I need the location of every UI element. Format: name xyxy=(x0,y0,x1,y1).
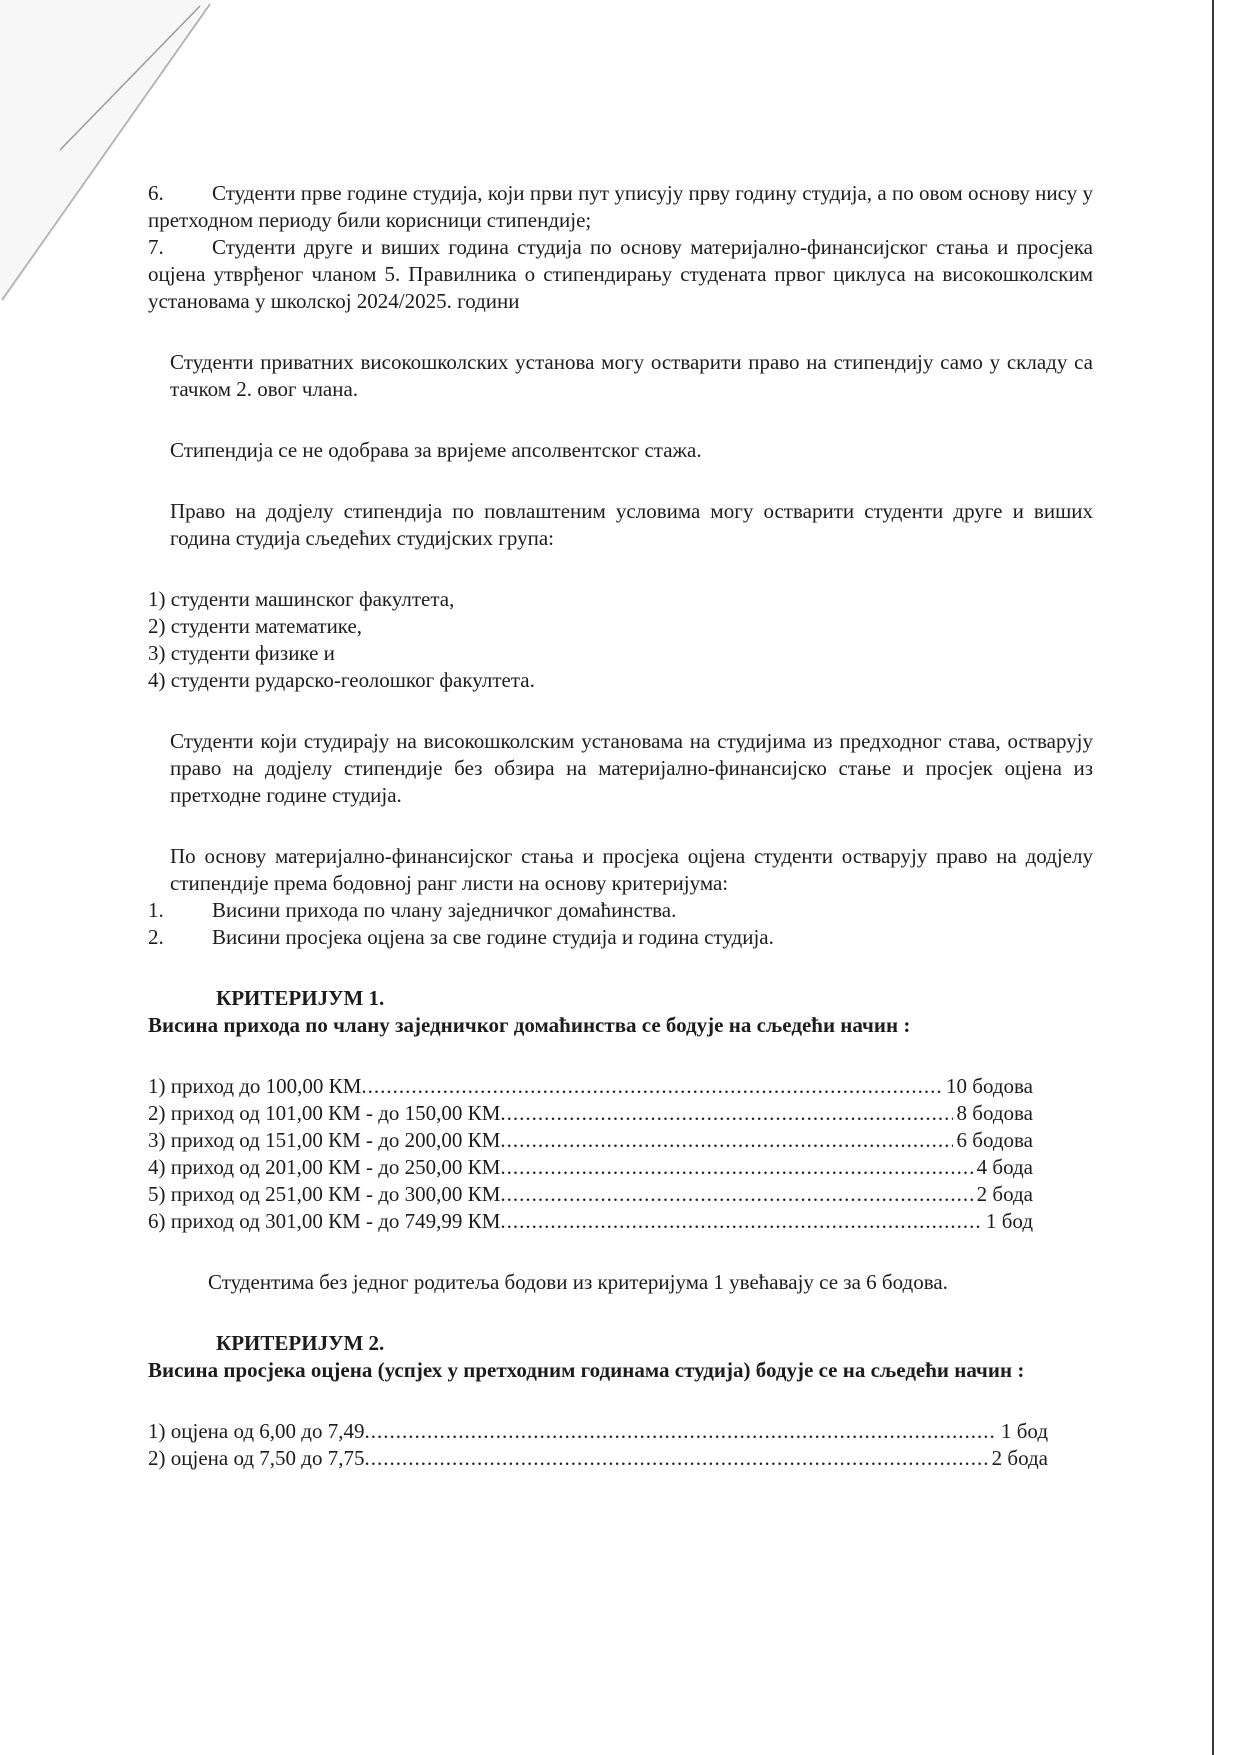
grade-points: 1 бод xyxy=(1000,1419,1048,1443)
document-body xyxy=(148,180,1093,1472)
income-range: 2) приход од 101,00 КМ - до 150,00 КМ xyxy=(148,1101,501,1125)
income-points: 10 бодова xyxy=(946,1074,1033,1098)
criterion-1-table xyxy=(148,1073,1033,1235)
criterion-1-subtitle: Висина прихода по члану заједничког домаћинства се бодује на сљедећи начин : xyxy=(148,1013,911,1037)
income-points: 1 бод xyxy=(985,1209,1033,1233)
item-6 xyxy=(148,180,1093,234)
dot-leader xyxy=(500,1154,972,1181)
dot-leader xyxy=(500,1100,952,1127)
income-range: 4) приход од 201,00 КМ - до 250,00 КМ xyxy=(148,1155,501,1179)
group-item: 3) студенти физике и xyxy=(148,641,335,665)
criterion-2-title: КРИТЕРИЈУМ 2. xyxy=(216,1331,385,1355)
grade-points: 2 бода xyxy=(991,1446,1048,1470)
dot-leader xyxy=(364,1445,987,1472)
criterion-1-title: КРИТЕРИЈУМ 1. xyxy=(216,986,385,1010)
dot-leader xyxy=(500,1127,952,1154)
group-item: 2) студенти математике, xyxy=(148,614,363,638)
grade-range: 1) оцјена од 6,00 до 7,49 xyxy=(148,1419,365,1443)
grade-range: 2) оцјена од 7,50 до 7,75 xyxy=(148,1446,365,1470)
item-6-number: 6. xyxy=(148,181,164,205)
grade-row xyxy=(148,1418,1048,1445)
paragraph-privileged-rule: Студенти који студирају на високошколским установама на студијима из предходног става, остварују право на додјелу стипендије без обзира на материјално-финансијско стање и просјек оцјена из претходне године студија. xyxy=(170,729,1093,807)
income-range: 1) приход до 100,00 КМ xyxy=(148,1074,362,1098)
criteria-number: 1. xyxy=(148,898,164,922)
income-points: 4 бода xyxy=(976,1155,1033,1179)
scan-edge-line xyxy=(1212,0,1214,1755)
paragraph-absolvent: Стипендија се не одобрава за вријеме апсолвентског стажа. xyxy=(170,438,702,462)
item-7-text: Студенти друге и виших година студија по основу материјално-финансијског стања и просјека оцјена утврђеног чланом 5. Правилника о стипендирању студената првог циклуса на високошколским установама у школској 2024/2025. години xyxy=(148,235,1093,313)
income-row xyxy=(148,1100,1033,1127)
income-range: 3) приход од 151,00 КМ - до 200,00 КМ xyxy=(148,1128,501,1152)
income-row xyxy=(148,1154,1033,1181)
item-7-number: 7. xyxy=(148,235,164,259)
criteria-text: Висини просјека оцјена за све године студија и година студија. xyxy=(212,925,774,949)
group-item: 1) студенти машинског факултета, xyxy=(148,587,455,611)
income-points: 8 бодова xyxy=(956,1101,1033,1125)
criteria-text: Висини прихода по члану заједничког домаћинства. xyxy=(212,898,677,922)
income-points: 2 бода xyxy=(976,1182,1033,1206)
dot-leader xyxy=(361,1073,942,1100)
paragraph-private-institutions: Студенти приватних високошколских установа могу остварити право на стипендију само у складу са тачком 2. овог члана. xyxy=(170,350,1093,401)
income-row xyxy=(148,1073,1033,1100)
income-range: 6) приход од 301,00 КМ - до 749,99 КМ xyxy=(148,1209,501,1233)
paragraph-privileged: Право на додјелу стипендија по повлаштеним условима могу остварити студенти друге и виших година студија сљедећих студијских група: xyxy=(170,499,1093,550)
income-points: 6 бодова xyxy=(956,1128,1033,1152)
item-6-text: Студенти прве године студија, који први пут уписују прву годину студија, а по овом основу нису у претходном периоду били корисници стипендије; xyxy=(148,181,1093,232)
income-row xyxy=(148,1181,1033,1208)
criterion-1-note: Студентима без једног родитеља бодови из критеријума 1 увећавају се за 6 бодова. xyxy=(208,1270,948,1294)
dot-leader xyxy=(364,1418,997,1445)
criteria-list-item xyxy=(148,924,1093,951)
income-row xyxy=(148,1208,1033,1235)
item-7 xyxy=(148,234,1093,315)
criterion-2-table xyxy=(148,1418,1048,1472)
dot-leader xyxy=(500,1208,982,1235)
grade-row xyxy=(148,1445,1048,1472)
income-row xyxy=(148,1127,1033,1154)
criterion-2-subtitle: Висина просјека оцјена (успјех у претходним годинама студија) бодује се на сљедећи начин : xyxy=(148,1358,1025,1382)
dot-leader xyxy=(500,1181,972,1208)
criteria-number: 2. xyxy=(148,925,164,949)
income-range: 5) приход од 251,00 КМ - до 300,00 КМ xyxy=(148,1182,501,1206)
group-item: 4) студенти рударско-геолошког факултета. xyxy=(148,668,535,692)
criteria-list-item xyxy=(148,897,1093,924)
paragraph-basis: По основу материјално-финансијског стања и просјека оцјена студенти остварују право на додјелу стипендије према бодовној ранг листи на основу критеријума: xyxy=(170,844,1093,895)
